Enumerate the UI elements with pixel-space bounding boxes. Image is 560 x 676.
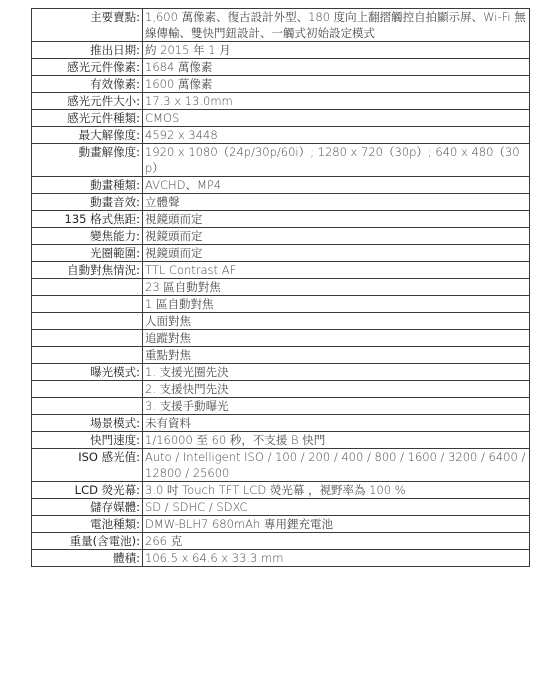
spec-value: 重點對焦: [143, 347, 530, 364]
spec-label: 感光元件像素:: [32, 59, 143, 76]
spec-row: [32, 482, 530, 499]
spec-row: [32, 177, 530, 194]
spec-value: 106.5 x 64.6 x 33.3 mm: [143, 550, 530, 567]
spec-label: 體積:: [32, 550, 143, 567]
spec-value: TTL Contrast AF: [143, 262, 530, 279]
spec-value: 3. 支援手動曝光: [143, 398, 530, 415]
spec-row: [32, 550, 530, 567]
spec-value: DMW-BLH7 680mAh 專用鋰充電池: [143, 516, 530, 533]
spec-row: [32, 347, 530, 364]
spec-row: [32, 76, 530, 93]
spec-label: 感光元件種類:: [32, 110, 143, 127]
spec-value: 2. 支援快門先決: [143, 381, 530, 398]
spec-value: 人面對焦: [143, 313, 530, 330]
spec-value: SD / SDHC / SDXC: [143, 499, 530, 516]
spec-label: [32, 330, 143, 347]
spec-row: [32, 59, 530, 76]
spec-value: 未有資料: [143, 415, 530, 432]
spec-table: [31, 8, 530, 567]
spec-label: [32, 296, 143, 313]
spec-value: 視鏡頭而定: [143, 245, 530, 262]
spec-row: [32, 415, 530, 432]
spec-label: 重量(含電池):: [32, 533, 143, 550]
spec-value: 1. 支援光圈先決: [143, 364, 530, 381]
spec-label: 動畫音效:: [32, 194, 143, 211]
spec-label: [32, 398, 143, 415]
spec-value: 1/16000 至 60 秒，不支援 B 快門: [143, 432, 530, 449]
spec-row: [32, 499, 530, 516]
spec-label: [32, 347, 143, 364]
spec-row: [32, 211, 530, 228]
spec-label: [32, 279, 143, 296]
spec-label: 135 格式焦距:: [32, 211, 143, 228]
spec-row: [32, 194, 530, 211]
spec-label: 推出日期:: [32, 42, 143, 59]
spec-row: [32, 432, 530, 449]
spec-table-body: [32, 9, 530, 567]
spec-label: 動畫解像度:: [32, 144, 143, 177]
spec-row: [32, 449, 530, 482]
spec-label: 快門速度:: [32, 432, 143, 449]
spec-value: 17.3 x 13.0mm: [143, 93, 530, 110]
spec-row: [32, 127, 530, 144]
spec-label: 曝光模式:: [32, 364, 143, 381]
spec-value: 266 克: [143, 533, 530, 550]
spec-row: [32, 533, 530, 550]
spec-label: 儲存媒體:: [32, 499, 143, 516]
spec-row: [32, 228, 530, 245]
spec-value: 約 2015 年 1 月: [143, 42, 530, 59]
spec-row: [32, 262, 530, 279]
spec-label: 變焦能力:: [32, 228, 143, 245]
spec-label: LCD 熒光幕:: [32, 482, 143, 499]
spec-label: 有效像素:: [32, 76, 143, 93]
spec-value: Auto / Intelligent ISO / 100 / 200 / 400 / 800 / 1600 / 3200 / 6400 / 12800 / 25600: [143, 449, 530, 482]
spec-row: [32, 42, 530, 59]
spec-row: [32, 144, 530, 177]
spec-row: [32, 364, 530, 381]
spec-value: 1 區自動對焦: [143, 296, 530, 313]
spec-value: 4592 x 3448: [143, 127, 530, 144]
spec-label: [32, 381, 143, 398]
spec-label: 動畫種類:: [32, 177, 143, 194]
spec-row: [32, 110, 530, 127]
spec-value: 視鏡頭而定: [143, 211, 530, 228]
spec-label: 主要賣點:: [32, 9, 143, 42]
spec-row: [32, 279, 530, 296]
spec-value: 23 區自動對焦: [143, 279, 530, 296]
spec-value: 視鏡頭而定: [143, 228, 530, 245]
spec-label: 自動對焦情況:: [32, 262, 143, 279]
spec-value: 1920 x 1080（24p/30p/60i）; 1280 x 720（30p）; 640 x 480（30p）: [143, 144, 530, 177]
spec-value: 1600 萬像素: [143, 76, 530, 93]
spec-row: [32, 330, 530, 347]
spec-value: AVCHD、MP4: [143, 177, 530, 194]
spec-value: 1,600 萬像素、復古設計外型、180 度向上翻摺觸控自拍顯示屏、Wi-Fi 無線傳輸、雙快門鈕設計、一觸式初始設定模式: [143, 9, 530, 42]
spec-label: ISO 感光值:: [32, 449, 143, 482]
spec-value: 追蹤對焦: [143, 330, 530, 347]
spec-row: [32, 245, 530, 262]
spec-row: [32, 313, 530, 330]
spec-label: [32, 313, 143, 330]
spec-label: 場景模式:: [32, 415, 143, 432]
spec-label: 光圈範圍:: [32, 245, 143, 262]
spec-row: [32, 516, 530, 533]
spec-row: [32, 381, 530, 398]
spec-row: [32, 296, 530, 313]
spec-label: 最大解像度:: [32, 127, 143, 144]
spec-row: [32, 9, 530, 42]
spec-value: 3.0 吋 Touch TFT LCD 熒光幕 ，視野率為 100 %: [143, 482, 530, 499]
spec-value: CMOS: [143, 110, 530, 127]
spec-label: 電池種類:: [32, 516, 143, 533]
spec-value: 立體聲: [143, 194, 530, 211]
spec-value: 1684 萬像素: [143, 59, 530, 76]
spec-row: [32, 398, 530, 415]
spec-row: [32, 93, 530, 110]
spec-label: 感光元件大小:: [32, 93, 143, 110]
